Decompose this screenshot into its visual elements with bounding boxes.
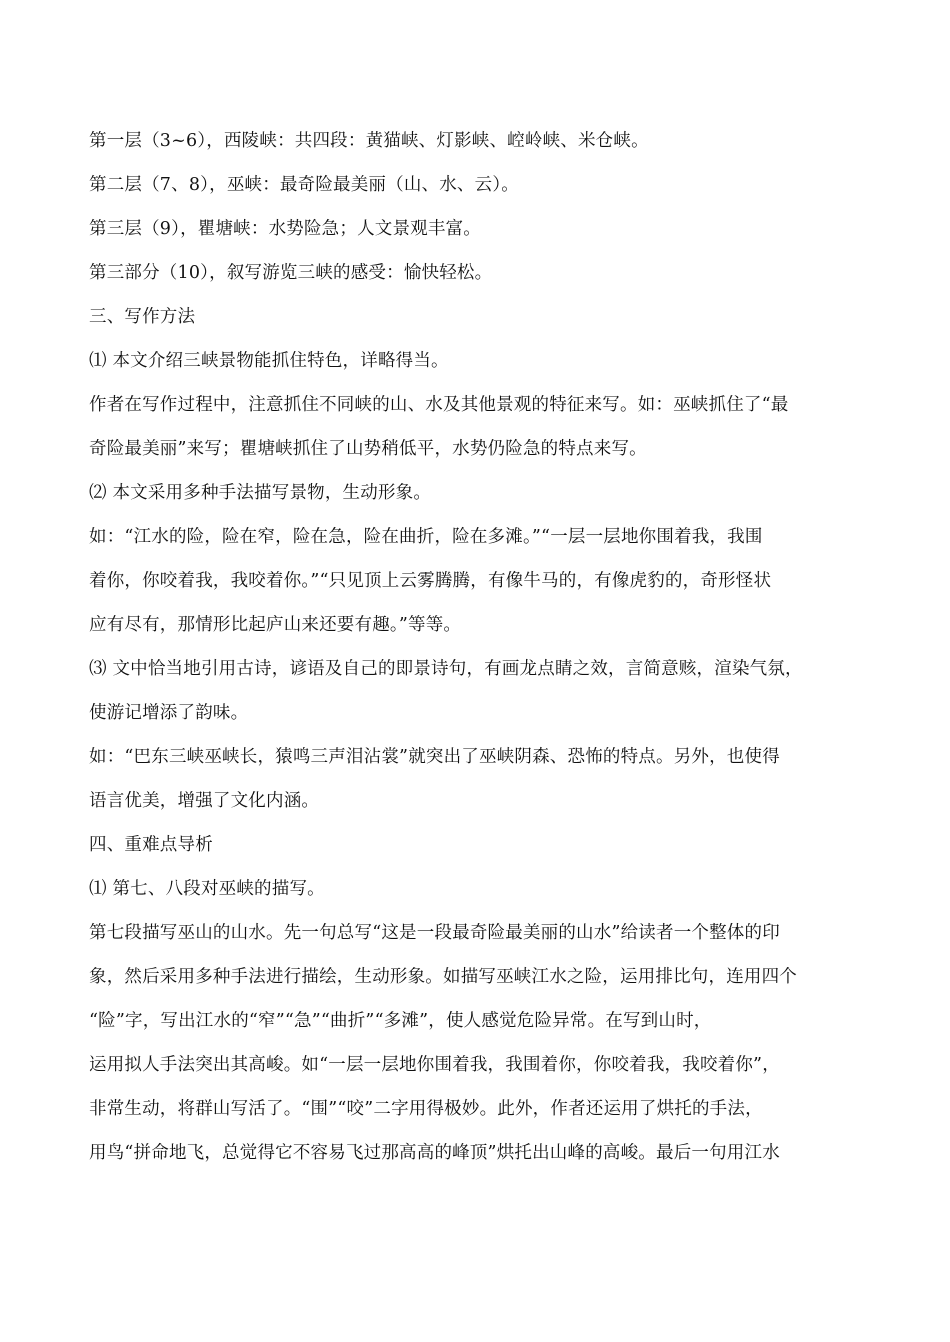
document-body [89,119,863,1175]
text-line: 第三层（9），瞿塘峡：水势险急；人文景观丰富。 [89,219,481,239]
text-line: 象，然后采用多种手法进行描绘，生动形象。如描写巫峡江水之险，运用排比句，连用四个 [89,967,797,987]
text-line: “险”字，写出江水的“窄”“急”“曲折”“多滩”，使人感觉危险异常。在写到山时， [89,1011,712,1031]
text-line: 运用拟人手法突出其高峻。如“一层一层地你围着我，我围着你，你咬着我，我咬着你”， [89,1055,780,1075]
subheading: ⑶ 文中恰当地引用古诗，谚语及自己的即景诗句，有画龙点睛之效，言简意赅，渲染气氛， [89,659,803,679]
text-line: 非常生动，将群山写活了。“围”“咬”二字用得极妙。此外，作者还运用了烘托的手法， [89,1099,763,1119]
text-line: 应有尽有，那情形比起庐山来还要有趣。”等等。 [89,615,462,635]
text-line: 第三部分（10），叙写游览三峡的感受：愉快轻松。 [89,263,493,283]
text-line: 奇险最美丽”来写；瞿塘峡抓住了山势稍低平，水势仍险急的特点来写。 [89,439,647,459]
text-line: 第一层（3~6），西陵峡：共四段：黄猫峡、灯影峡、崆岭峡、米仓峡。 [89,131,649,151]
section-heading: 三、写作方法 [89,307,196,327]
subheading: ⑴ 本文介绍三峡景物能抓住特色，详略得当。 [89,351,449,371]
text-line: 使游记增添了韵味。 [89,703,249,723]
text-line: 语言优美，增强了文化内涵。 [89,791,320,811]
text-line: 如：“巴东三峡巫峡长，猿鸣三声泪沾裳”就突出了巫峡阴森、恐怖的特点。另外，也使得 [89,747,780,767]
text-line: 第七段描写巫山的山水。先一句总写“这是一段最奇险最美丽的山水”给读者一个整体的印 [89,923,780,943]
text-line: 着你，你咬着我，我咬着你。”“只见顶上云雾腾腾，有像牛马的，有像虎豹的，奇形怪状 [89,571,772,591]
text-line: 作者在写作过程中，注意抓住不同峡的山、水及其他景观的特征来写。如：巫峡抓住了“最 [89,395,789,415]
text-line: 第二层（7、8），巫峡：最奇险最美丽（山、水、云）。 [89,175,519,195]
text-line: 如：“江水的险，险在窄，险在急，险在曲折，险在多滩。”“一层一层地你围着我，我围 [89,527,763,547]
subheading: ⑵ 本文采用多种手法描写景物，生动形象。 [89,483,432,503]
subheading: ⑴ 第七、八段对巫峡的描写。 [89,879,325,899]
section-heading: 四、重难点导析 [89,835,213,855]
text-line: 用鸟“拼命地飞，总觉得它不容易飞过那高高的峰顶”烘托出山峰的高峻。最后一句用江水 [89,1143,780,1163]
